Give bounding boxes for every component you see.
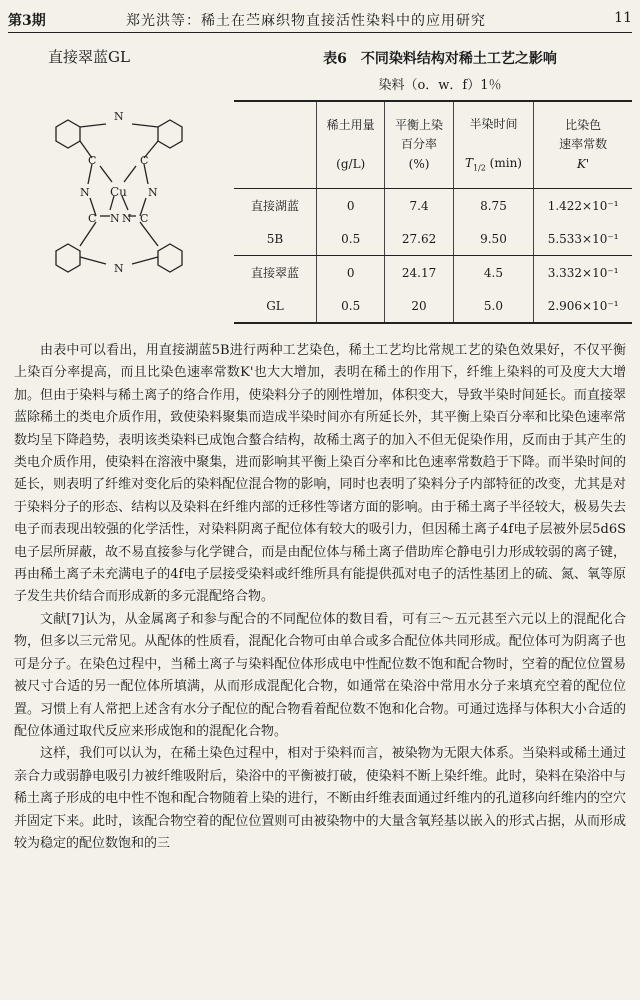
benzene-ring-top-left: [56, 120, 80, 148]
header-half-time: 半染时间 $T_{1/2}$ (min): [453, 101, 533, 189]
paragraph: 这样，我们可以认为，在稀土染色过程中，相对于染料而言，被染物为无限大体系。当染料或稀土通过亲合力或弱静电吸引力被纤维吸附后，染浴中的平衡被打破，使染料不断上染纤维。此时，染料在染浴中与稀土离子形成的电中性不饱和配合物随着上染的进行，不断由纤维表面通过纤维内的孔道移向纤维内的空穴并固定下来。此时，该配合物空着的配位位置则可由被染物中的大量含氧羟基以嵌入的形式占据，从而形成较为稳定的配位数饱和的三: [14, 746, 626, 851]
atom-n-mid-left: N: [110, 212, 120, 225]
atom-n-right: N: [148, 186, 158, 199]
paragraph: 文献[7]认为，从金属离子和参与配合的不同配位体的数目看，可有三～五元甚至六元以上的混配化合物，但多以三元常见。从配体的性质看，混配化合物可由单合或多合配位体共同形成。配位体可为阴离子也可是分子。在染色过程中，当稀土离子与染料配位体形成电中性配位数不饱和配合物时，空着的配位位置易被尺寸合适的另一配位体所填满，从而形成混配化合物，如通常在染浴中常用水分子来填充空着的配位位置。习惯上有人常把上述含有水分子配位的配合物看着配位数不饱和化合物。可通过选择与体积大小合适的配位体通过取代反应来形成饱和的混配化合物。: [14, 611, 626, 739]
atom-c-top-right: C: [140, 154, 149, 167]
body-text: [14, 340, 626, 855]
header-rate-constant: 比染色 速率常数 K': [534, 101, 632, 189]
table-title: 表6 不同染料结构对稀土工艺之影响: [323, 51, 557, 67]
paragraph: 由表中可以看出，用直接湖蓝5B进行两种工艺染色，稀土工艺均比常规工艺的染色效果好，不仅平衡上染百分率提高，而且比染色速率常数K'也大大增加，表明在稀土的作用下，纤维上染料的可及度大大增加。但由于染料与稀土离子的络合作用，使染料分子的刚性增加，体积变大，导致半染时间延长。而直接翠蓝除稀土的类电介质作用，致使染料聚集而造成半染时间亦有所延长外，其平衡上染百分率和比染色速率常数均呈下降趋势，表明该类染料已成饱合螯合结构，故稀土离子的加入不但无促染作用，反而由于其产生的类电介质作用，使染料在溶液中聚集，进而影响其平衡上染百分率和比色速率常数趋于下降。而半染时间的延长，则表明了纤维对变化后的染料配位混合物的影响，同时也表明了染料分子内部特征的改变，尤其是对于染料分子的形态、结构以及染料在纤维内部的迁移性等诸方面的影响。由于稀土离子半径较大，极易失去电子而表现出较强的化学活性，对染料阴离子配位体有较大的吸引力，但因稀土离子4f电子层被外层5d6S电子层所屏蔽，故不易直接参与化学键合，而是由配位体与稀土离子借助库仑静电引力形成较弱的离子键，再由稀土离子未充满电子的4f电子层接受染料或纤维所具有能提供孤对电子的活性基团上的硫、氮、氧等原子发生共价结合而形成新的多元混配络合物。: [14, 343, 626, 605]
atom-c-top-left: C: [88, 154, 97, 167]
header-dye: [234, 101, 317, 189]
atom-n-mid-right: N: [122, 212, 132, 225]
page-number: 11: [614, 10, 632, 26]
table-row: GL 0.5 20 5.0 2.906×10⁻¹: [234, 289, 632, 323]
benzene-ring-bottom-right: [158, 244, 182, 272]
benzene-ring-bottom-left: [56, 244, 80, 272]
atom-n-top: N: [114, 110, 124, 123]
atom-n-bottom: N: [114, 262, 124, 275]
atom-c-mid-left: C: [88, 212, 97, 225]
header-rare-earth: 稀土用量 (g/L): [317, 101, 385, 189]
dye-structure-table: [234, 100, 632, 324]
header-uptake: 平衡上染 百分率 (%): [385, 101, 453, 189]
issue-label: 第3期: [8, 13, 46, 29]
atom-c-mid-right: C: [140, 212, 149, 225]
atom-cu: Cu: [110, 185, 127, 199]
table-row: 直接湖蓝 0 7.4 8.75 1.422×10⁻¹: [234, 189, 632, 223]
page-header: [8, 8, 632, 33]
phthalocyanine-structure: [44, 106, 214, 278]
table-row: 5B 0.5 27.62 9.50 5.533×10⁻¹: [234, 222, 632, 256]
table-subtitle: 染料（o．w．f）1％: [378, 78, 502, 93]
benzene-ring-top-right: [158, 120, 182, 148]
running-title: 郑光洪等：稀土在苎麻织物直接活性染料中的应用研究: [126, 13, 486, 29]
atom-n-left: N: [80, 186, 90, 199]
structure-caption: 直接翠蓝GL: [48, 48, 130, 66]
table-row: 直接翠蓝 0 24.17 4.5 3.332×10⁻¹: [234, 256, 632, 290]
table-header-row: [234, 101, 632, 189]
